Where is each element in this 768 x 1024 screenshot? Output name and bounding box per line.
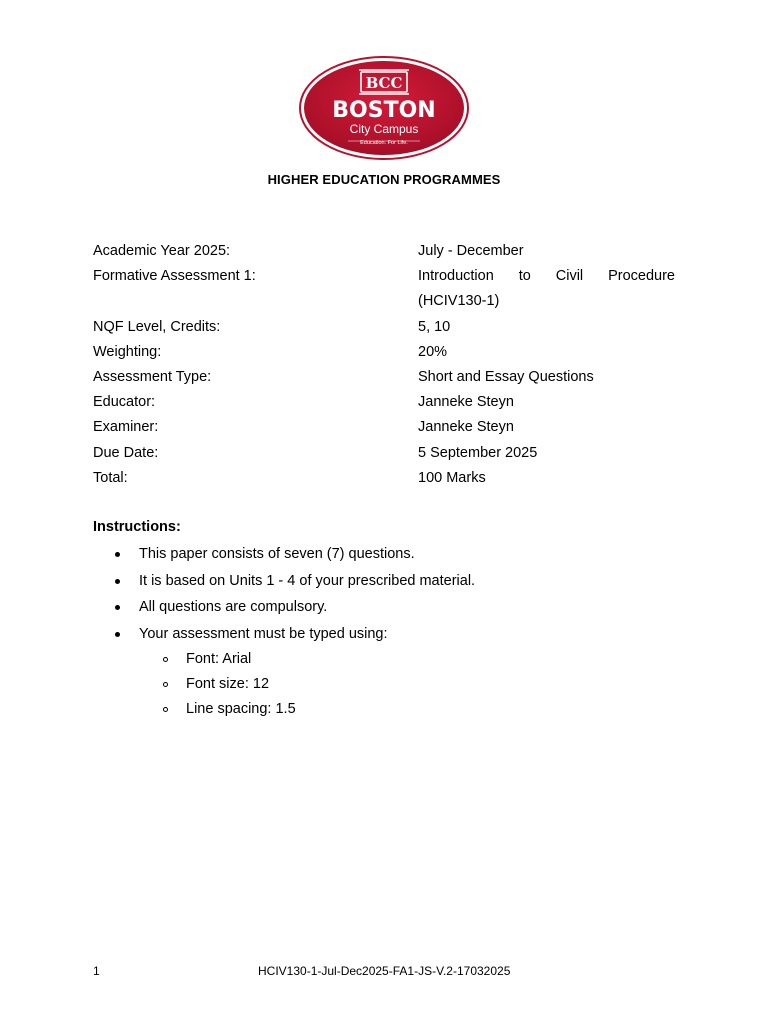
instruction-subitem	[93, 697, 675, 722]
document-code: HCIV130-1-Jul-Dec2025-FA1-JS-V.2-17032025	[258, 964, 511, 978]
instruction-item	[93, 621, 675, 648]
detail-row-assessment-type	[93, 365, 675, 390]
instruction-text: It is based on Units 1 - 4 of your prescribed material.	[139, 572, 476, 589]
instruction-text: Your assessment must be typed using:	[139, 625, 388, 642]
hollow-bullet-icon	[163, 682, 168, 687]
hollow-bullet-icon	[163, 657, 168, 662]
detail-row-examiner	[93, 415, 675, 440]
instruction-text: All questions are compulsory.	[139, 599, 328, 615]
instruction-subitem-text: Font: Arial	[186, 651, 252, 667]
detail-label: Examiner:	[93, 419, 159, 436]
detail-label: Weighting:	[93, 343, 162, 360]
detail-label: Academic Year 2025:	[93, 243, 231, 259]
detail-label: Total:	[93, 469, 128, 486]
detail-value	[418, 264, 675, 314]
assessment-details	[93, 239, 675, 491]
detail-value: Janneke Steyn	[418, 419, 514, 436]
instructions-title: Instructions:	[93, 519, 181, 535]
instruction-subitem	[93, 672, 675, 697]
detail-row-formative-assessment	[93, 264, 675, 314]
detail-value: 100 Marks	[418, 469, 486, 486]
detail-row-academic-year	[93, 239, 675, 264]
detail-label: Formative Assessment 1:	[93, 268, 256, 285]
detail-value: 5 September 2025	[418, 444, 538, 461]
boston-city-campus-logo	[298, 55, 470, 161]
detail-row-nqf-level	[93, 315, 675, 340]
detail-row-due-date	[93, 441, 675, 466]
logo-tagline: Education. For Life.	[360, 140, 408, 146]
instructions-section	[93, 515, 675, 723]
instruction-text: This paper consists of seven (7) questions.	[139, 546, 415, 562]
instruction-item	[93, 594, 675, 621]
detail-label: Educator:	[93, 394, 156, 411]
detail-value: Short and Essay Questions	[418, 369, 594, 386]
detail-value: 5, 10	[418, 318, 451, 335]
bullet-icon	[115, 579, 120, 584]
instruction-subitem-text: Font size: 12	[186, 676, 270, 693]
logo-subname: City Campus	[349, 122, 419, 136]
instruction-subitem-text: Line spacing: 1.5	[186, 701, 296, 718]
detail-value: July - December	[418, 243, 524, 259]
instruction-item	[93, 568, 675, 595]
detail-value: 20%	[418, 343, 448, 360]
instruction-subitem	[93, 647, 675, 672]
bullet-icon	[115, 605, 120, 610]
detail-value: Janneke Steyn	[418, 394, 514, 411]
detail-label: NQF Level, Credits:	[93, 318, 221, 335]
bullet-icon	[115, 552, 120, 557]
page-number: 1	[93, 964, 100, 978]
logo-monogram: BCC	[365, 74, 403, 92]
detail-row-total	[93, 466, 675, 491]
bullet-icon	[115, 632, 120, 637]
instruction-item	[93, 541, 675, 568]
hollow-bullet-icon	[163, 707, 168, 712]
logo-name: BOSTON	[332, 98, 436, 123]
detail-label: Assessment Type:	[93, 369, 212, 386]
detail-row-weighting	[93, 340, 675, 365]
detail-row-educator	[93, 390, 675, 415]
detail-value-line2: (HCIV130-1)	[418, 293, 500, 310]
programme-heading: HIGHER EDUCATION PROGRAMMES	[267, 172, 501, 187]
detail-value-line1: Introduction to Civil Procedure	[418, 268, 675, 285]
detail-label: Due Date:	[93, 444, 159, 461]
